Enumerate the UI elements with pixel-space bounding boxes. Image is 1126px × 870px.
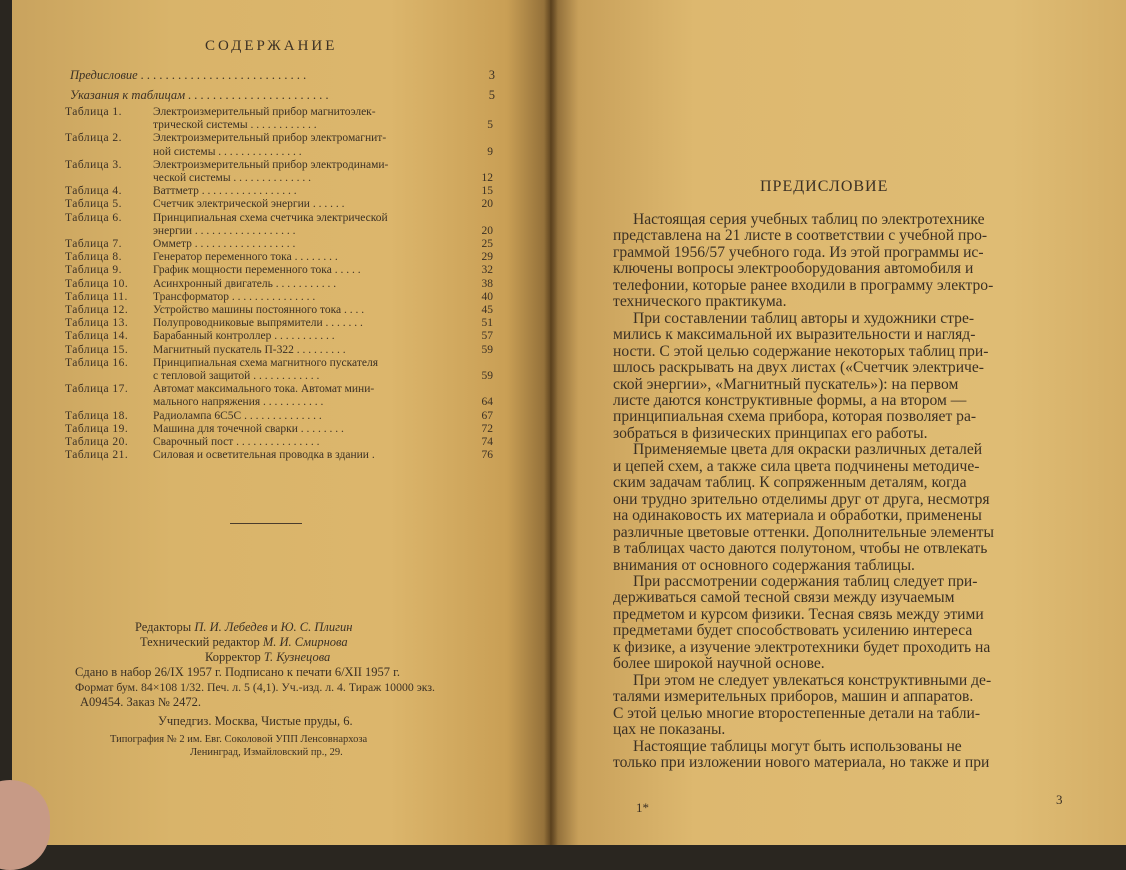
toc-row-title: Принципиальная схема счетчика электрической xyxy=(153,211,388,224)
toc-row xyxy=(65,291,505,304)
imprint-corrector-name: Т. Кузнецова xyxy=(263,650,331,664)
toc-row xyxy=(65,423,505,436)
toc-row xyxy=(65,304,505,317)
toc-row-page: 74 xyxy=(481,436,493,449)
toc-row-number xyxy=(65,172,153,185)
toc-front-label: Предисловие . . . . . . . . . . . . . . . . . . . . . . . . . . . xyxy=(70,68,307,82)
imprint-line-4: Учпедгиз. Москва, Чистые пруды, 6. xyxy=(158,714,353,728)
divider-rule xyxy=(230,523,302,524)
toc-row-number xyxy=(65,146,153,159)
toc-row-page: 76 xyxy=(481,449,493,462)
imprint-tech-name: М. И. Смирнова xyxy=(262,635,348,649)
toc-row-number: Таблица 21. xyxy=(65,449,129,462)
left-page xyxy=(12,0,550,845)
toc-row-page: 72 xyxy=(481,422,493,435)
toc-row-page: 59 xyxy=(481,370,493,383)
toc-row-number: Таблица 3. xyxy=(65,158,123,171)
toc-row xyxy=(65,238,505,251)
toc-front-item-preface xyxy=(70,68,500,83)
toc-row xyxy=(65,357,505,370)
toc-row-title: График мощности переменного тока . . . . . xyxy=(153,264,361,277)
toc-row xyxy=(65,198,505,211)
toc-row xyxy=(65,383,505,396)
preface-line: мились к максимальной их выразительности и нагляд- xyxy=(613,326,976,344)
preface-line: различные цветовые оттенки. Дополнительные элементы xyxy=(613,523,994,541)
toc-row-number: Таблица 13. xyxy=(65,317,129,330)
toc-row-title: Машина для точечной сварки . . . . . . . . xyxy=(153,422,344,435)
toc-list xyxy=(65,106,505,462)
toc-row-number xyxy=(65,370,153,383)
preface-line: ключены вопросы электрооборудования автомобиля и xyxy=(613,260,974,278)
preface-line: листе даются конструктивные формы, а на втором — xyxy=(613,391,967,409)
toc-front-page: 5 xyxy=(488,88,495,102)
preface-line: держиваться самой тесной связи между изучаемым xyxy=(613,589,955,607)
preface-line: принципиальная схема прибора, которая позволяет ра- xyxy=(613,408,977,426)
preface-line: ским задачам таблиц. К сопряженным деталям, когда xyxy=(613,474,967,492)
toc-row xyxy=(65,172,505,185)
toc-row-title: Сварочный пост . . . . . . . . . . . . . . . xyxy=(153,436,320,449)
toc-row-page: 29 xyxy=(481,251,493,264)
preface-line: в таблицах часто даются полутоном, чтобы не отвлекать xyxy=(613,540,988,558)
toc-row-number: Таблица 5. xyxy=(65,198,123,211)
toc-row-number xyxy=(65,119,153,132)
toc-row-title: Полупроводниковые выпрямители . . . . . . . xyxy=(153,317,363,330)
toc-row-page: 20 xyxy=(481,198,493,211)
toc-row xyxy=(65,449,505,462)
toc-row-number: Таблица 20. xyxy=(65,436,129,449)
preface-line: предметами будет способствовать усилению интереса xyxy=(613,622,973,640)
toc-row-title: ной системы . . . . . . . . . . . . . . . xyxy=(153,145,302,158)
signature-mark: 1* xyxy=(636,800,649,815)
preface-line: Применяемые цвета для окраски различных деталей xyxy=(633,441,983,459)
toc-row-title: Асинхронный двигатель . . . . . . . . . . . xyxy=(153,277,337,290)
preface-line: только при изложении нового материала, но также и при xyxy=(613,753,990,771)
toc-row xyxy=(65,106,505,119)
toc-row-title: Электроизмерительный прибор электромагнит- xyxy=(153,132,387,145)
toc-row-number: Таблица 19. xyxy=(65,422,129,435)
preface-line: предметом и курсом физики. Тесная связь между этими xyxy=(613,605,984,623)
imprint-editor-1: П. И. Лебедев xyxy=(194,620,268,634)
toc-row-title: трической системы . . . . . . . . . . . . xyxy=(153,119,317,132)
page-number: 3 xyxy=(1056,792,1063,807)
toc-row-page: 40 xyxy=(481,290,493,303)
toc-row-title: Ваттметр . . . . . . . . . . . . . . . . . xyxy=(153,185,297,198)
toc-row xyxy=(65,119,505,132)
preface-line: представлена на 21 листе в соответствии с учебной про- xyxy=(613,227,988,245)
preface-line: Настоящая серия учебных таблиц по электротехнике xyxy=(633,211,985,228)
toc-row-number: Таблица 1. xyxy=(65,106,123,118)
toc-row xyxy=(65,132,505,145)
toc-row-page: 32 xyxy=(481,264,493,277)
imprint-line-3: А09454. Заказ № 2472. xyxy=(80,695,202,709)
toc-row-page: 51 xyxy=(481,317,493,330)
toc-row xyxy=(65,396,505,409)
imprint-line-5: Типография № 2 им. Евг. Соколовой УПП Ленсовнархоза xyxy=(110,734,368,745)
toc-row xyxy=(65,185,505,198)
toc-row-page: 45 xyxy=(481,304,493,317)
imprint-tech-editor xyxy=(60,635,510,650)
preface-line: на одинаковость их материала и обработки, применены xyxy=(613,507,982,525)
toc-row-number: Таблица 8. xyxy=(65,251,123,264)
toc-row-number: Таблица 7. xyxy=(65,238,123,251)
toc-row xyxy=(65,330,505,343)
toc-row-number: Таблица 2. xyxy=(65,132,123,145)
toc-row-title: Электроизмерительный прибор электродинами- xyxy=(153,158,389,171)
preface-line: технического практикума. xyxy=(613,293,787,311)
toc-row-number: Таблица 4. xyxy=(65,185,123,198)
preface-line: При рассмотрении содержания таблиц следует при- xyxy=(633,572,978,590)
toc-row xyxy=(65,146,505,159)
preface-line: и цепей схем, а также сила цвета подчинены методиче- xyxy=(613,457,980,475)
toc-row-title: Генератор переменного тока . . . . . . . . xyxy=(153,251,338,264)
toc-row xyxy=(65,344,505,357)
toc-row-page: 9 xyxy=(487,145,493,158)
toc-row xyxy=(65,264,505,277)
toc-row-title: с тепловой защитой . . . . . . . . . . . . xyxy=(153,370,320,383)
imprint-block xyxy=(60,620,510,759)
imprint-corrector-prefix: Корректор xyxy=(205,650,261,664)
preface-line: внимания от основного содержания таблицы. xyxy=(613,556,915,574)
toc-row xyxy=(65,317,505,330)
toc-row-title: мального напряжения . . . . . . . . . . . xyxy=(153,396,324,409)
toc-row-number: Таблица 14. xyxy=(65,330,129,343)
preface-line: к физике, а изучение электротехники будет проходить на xyxy=(613,638,991,656)
preface-line: ской энергии», «Магнитный пускатель»): на первом xyxy=(613,375,959,393)
preface-text xyxy=(613,212,1048,771)
imprint-editors-prefix: Редакторы xyxy=(135,620,192,634)
preface-line: ности. С этой целью содержание некоторых таблиц при- xyxy=(613,342,989,360)
toc-row-title: Принципиальная схема магнитного пускателя xyxy=(153,356,378,369)
toc-row xyxy=(65,370,505,383)
toc-row-number: Таблица 12. xyxy=(65,304,129,317)
toc-row-number xyxy=(65,225,153,238)
preface-line: более широкой научной основе. xyxy=(613,655,825,673)
preface-line: они трудно зрительно отделимы друг от друга, несмотря xyxy=(613,490,990,508)
toc-row-number: Таблица 16. xyxy=(65,356,129,369)
toc-row-number: Таблица 18. xyxy=(65,409,129,422)
toc-row-page: 59 xyxy=(481,343,493,356)
preface-line: шлось раскрывать на двух листах («Счетчик электриче- xyxy=(613,359,984,377)
toc-row-number xyxy=(65,396,153,409)
toc-row-title: ческой системы . . . . . . . . . . . . . . xyxy=(153,172,312,185)
toc-row-number: Таблица 6. xyxy=(65,211,123,224)
toc-row-number: Таблица 15. xyxy=(65,343,129,356)
toc-front-page: 3 xyxy=(488,68,495,82)
toc-row-page: 25 xyxy=(481,238,493,251)
preface-line: С этой целью многие второстепенные детали на табли- xyxy=(613,704,981,722)
toc-row-title: Автомат максимального тока. Автомат мини- xyxy=(153,383,375,396)
toc-row-page: 15 xyxy=(481,185,493,198)
toc-row-title: энергии . . . . . . . . . . . . . . . . . . xyxy=(153,224,296,237)
toc-row-title: Электроизмерительный прибор магнитоэлек- xyxy=(153,106,376,118)
toc-row-number: Таблица 10. xyxy=(65,277,129,290)
preface-line: цах не показаны. xyxy=(613,721,726,739)
toc-row xyxy=(65,159,505,172)
toc-row-number: Таблица 11. xyxy=(65,290,128,303)
imprint-corrector xyxy=(60,650,510,665)
preface-line: При этом не следует увлекаться конструктивными де- xyxy=(633,671,992,689)
toc-row-title: Устройство машины постоянного тока . . . . xyxy=(153,304,365,317)
toc-row-title: Радиолампа 6С5С . . . . . . . . . . . . . . xyxy=(153,409,322,422)
toc-row-title: Омметр . . . . . . . . . . . . . . . . . . xyxy=(153,238,296,251)
imprint-line-6: Ленинград, Измайловский пр., 29. xyxy=(190,747,343,758)
toc-row xyxy=(65,212,505,225)
toc-row xyxy=(65,436,505,449)
imprint-editor-2: Ю. С. Плигин xyxy=(280,620,353,634)
preface-heading: ПРЕДИСЛОВИЕ xyxy=(760,178,889,195)
imprint-line-2: Формат бум. 84×108 1/32. Печ. л. 5 (4,1). Уч.-изд. л. 4. Тираж 10000 экз. xyxy=(75,680,435,694)
toc-front-item-instructions xyxy=(70,88,500,103)
toc-row xyxy=(65,278,505,291)
toc-row-page: 12 xyxy=(481,172,493,185)
preface-line: зобраться в физических принципах его работы. xyxy=(613,424,928,442)
toc-front-label: Указания к таблицам . . . . . . . . . . . . . . . . . . . . . . . xyxy=(70,88,329,102)
toc-row-page: 20 xyxy=(481,224,493,237)
toc-row-title: Счетчик электрической энергии . . . . . . xyxy=(153,198,345,211)
toc-row-page: 57 xyxy=(481,330,493,343)
toc-row-title: Магнитный пускатель П-322 . . . . . . . . . xyxy=(153,343,346,356)
preface-line: граммой 1956/57 учебного года. Из этой программы ис- xyxy=(613,243,984,261)
preface-line: талями измерительных приборов, машин и аппаратов. xyxy=(613,688,974,706)
toc-row-title: Трансформатор . . . . . . . . . . . . . . . xyxy=(153,290,316,303)
toc-heading: СОДЕРЖАНИЕ xyxy=(205,38,338,54)
toc-row-page: 5 xyxy=(487,119,493,132)
toc-row xyxy=(65,410,505,423)
toc-row-number: Таблица 9. xyxy=(65,264,123,277)
preface-line: Настоящие таблицы могут быть использованы не xyxy=(633,737,962,755)
preface-line: телефонии, которые ранее входили в программу электро- xyxy=(613,276,994,294)
toc-row-title: Силовая и осветительная проводка в здании . xyxy=(153,449,375,462)
toc-row-page: 38 xyxy=(481,277,493,290)
imprint-line-1: Сдано в набор 26/IX 1957 г. Подписано к печати 6/XII 1957 г. xyxy=(75,665,400,679)
toc-row-page: 64 xyxy=(481,396,493,409)
imprint-tech-prefix: Технический редактор xyxy=(140,635,260,649)
book-gutter xyxy=(544,0,558,845)
toc-row-title: Барабанный контроллер . . . . . . . . . . . xyxy=(153,330,335,343)
preface-line: При составлении таблиц авторы и художники стре- xyxy=(633,309,975,327)
imprint-editors xyxy=(60,620,510,635)
toc-row-number: Таблица 17. xyxy=(65,383,129,396)
imprint-and: и xyxy=(270,620,278,634)
toc-row xyxy=(65,251,505,264)
toc-row xyxy=(65,225,505,238)
toc-row-page: 67 xyxy=(481,409,493,422)
